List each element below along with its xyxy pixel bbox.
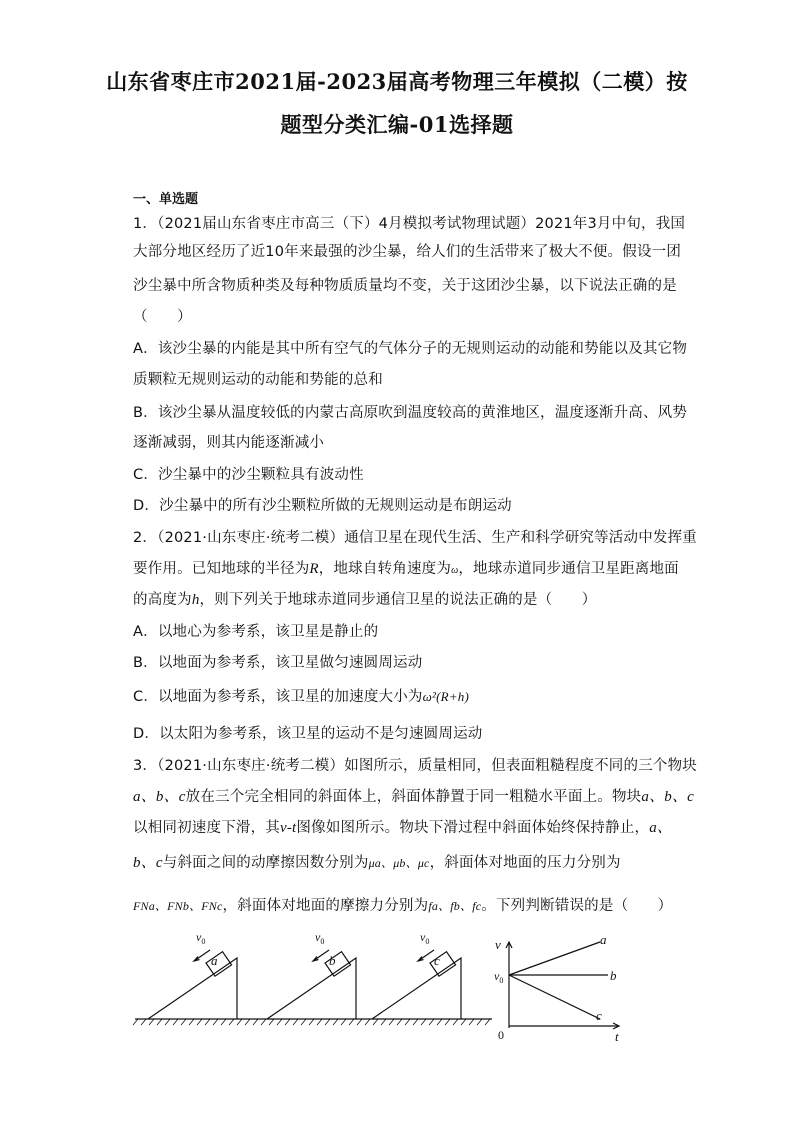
q1-option-b-line2: 逐渐减弱，则其内能逐渐减小 <box>133 435 325 451</box>
graph-v0-label: $v_0$ <box>494 969 504 985</box>
doc-title-line1: 山东省枣庄市2021届-2023届高考物理三年模拟（二模）按 <box>106 69 688 94</box>
formula-acceleration: ω²(R+h) <box>422 689 469 704</box>
q1-option-c: C．沙尘暴中的沙尘颗粒具有波动性 <box>133 467 364 483</box>
q3-figure <box>130 928 630 1048</box>
label-v0-c: $v_0$ <box>420 930 430 946</box>
graph-line-label-a: a <box>600 932 607 947</box>
q3-stem-line5: FNa、FNb、FNc，斜面体对地面的摩擦力分别为fa、fb、fc。下列判断错误的是（ ） <box>133 898 673 914</box>
var-R: R <box>309 561 319 577</box>
block-label-c: c <box>434 953 440 968</box>
incline-b <box>267 958 356 1019</box>
graph-line-label-b: b <box>610 968 617 983</box>
q3-stem-line2: a、b、c放在三个完全相同的斜面体上，斜面体静置于同一粗糙水平面上。物块a、b、c <box>133 789 695 805</box>
q1-option-d: D．沙尘暴中的所有沙尘颗粒所做的无规则运动是布朗运动 <box>133 498 512 514</box>
friction-forces: fa、fb、fc <box>428 899 482 913</box>
q3-stem-line3: 以相同初速度下滑，其v-t图像如图所示。物块下滑过程中斜面体始终保持静止，a、 <box>133 820 673 836</box>
q3-stem-line4: b、c与斜面之间的动摩擦因数分别为μa、μb、μc，斜面体对地面的压力分别为 <box>133 855 621 871</box>
velocity-arrow-b <box>313 950 329 961</box>
q3-stem-line1: 3．（2021·山东枣庄·统考二模）如图所示，质量相同，但表面粗糙程度不同的三个物块 <box>133 758 697 774</box>
graph-t-label: t <box>615 1029 619 1044</box>
q1-stem-line3: 沙尘暴中所含物质种类及每种物质质量均不变，关于这团沙尘暴，以下说法正确的是 <box>133 278 677 294</box>
block-label-b: b <box>329 953 336 968</box>
ground-hatching <box>133 1019 490 1025</box>
label-v0-a: $v_0$ <box>196 930 206 946</box>
q2-stem-line1: 2．（2021·山东枣庄·统考二模）通信卫星在现代生活、生产和科学研究等活动中发挥重 <box>133 530 697 546</box>
section-heading: 一、单选题 <box>133 192 199 207</box>
graph-origin-label: 0 <box>498 1028 504 1042</box>
incline-c <box>372 958 461 1019</box>
friction-coefficients: μa、μb、μc <box>368 856 430 870</box>
q2-option-d: D．以太阳为参考系，该卫星的运动不是匀速圆周运动 <box>133 726 483 742</box>
q2-option-a: A．以地心为参考系，该卫星是静止的 <box>133 624 379 640</box>
q1-option-a-line2: 质颗粒无规则运动的动能和势能的总和 <box>133 372 383 388</box>
normal-forces: FNa、FNb、FNc <box>133 899 223 913</box>
graph-line-a <box>509 942 600 975</box>
q1-stem-line2: 大部分地区经历了近10年来最强的沙尘暴，给人们的生活带来了极大不便。假设一团 <box>133 244 682 260</box>
q2-option-c: C．以地面为参考系，该卫星的加速度大小为ω²(R+h) <box>133 689 469 705</box>
incline-a <box>148 958 237 1019</box>
velocity-arrow-c <box>418 950 434 961</box>
q2-option-b: B．以地面为参考系，该卫星做匀速圆周运动 <box>133 655 423 671</box>
label-v0-b: $v_0$ <box>315 930 325 946</box>
velocity-arrow-a <box>194 950 210 961</box>
graph-line-label-c: c <box>596 1008 602 1023</box>
var-h: h <box>191 592 200 608</box>
block-label-a: a <box>211 953 218 968</box>
q1-stem-line4: （ ） <box>133 309 192 325</box>
graph-line-c <box>509 975 600 1019</box>
graph-v-label: v <box>495 937 501 952</box>
var-omega: ω <box>451 565 459 576</box>
q1-stem-line1: 1．（2021届山东省枣庄市高三（下）4月模拟考试物理试题）2021年3月中旬，我国 <box>133 216 686 232</box>
q2-stem-line2: 要作用。已知地球的半径为R，地球自转角速度为ω，地球赤道同步通信卫星距离地面 <box>133 561 679 577</box>
q2-stem-line3: 的高度为h，则下列关于地球赤道同步通信卫星的说法正确的是（ ） <box>133 592 597 608</box>
q1-option-a-line1: A．该沙尘暴的内能是其中所有空气的气体分子的无规则运动的动能和势能以及其它物 <box>133 341 688 357</box>
doc-title-line2: 题型分类汇编-01选择题 <box>280 112 514 137</box>
q1-option-b-line1: B．该沙尘暴从温度较低的内蒙古高原吹到温度较高的黄淮地区，温度逐渐升高、风势 <box>133 405 688 421</box>
